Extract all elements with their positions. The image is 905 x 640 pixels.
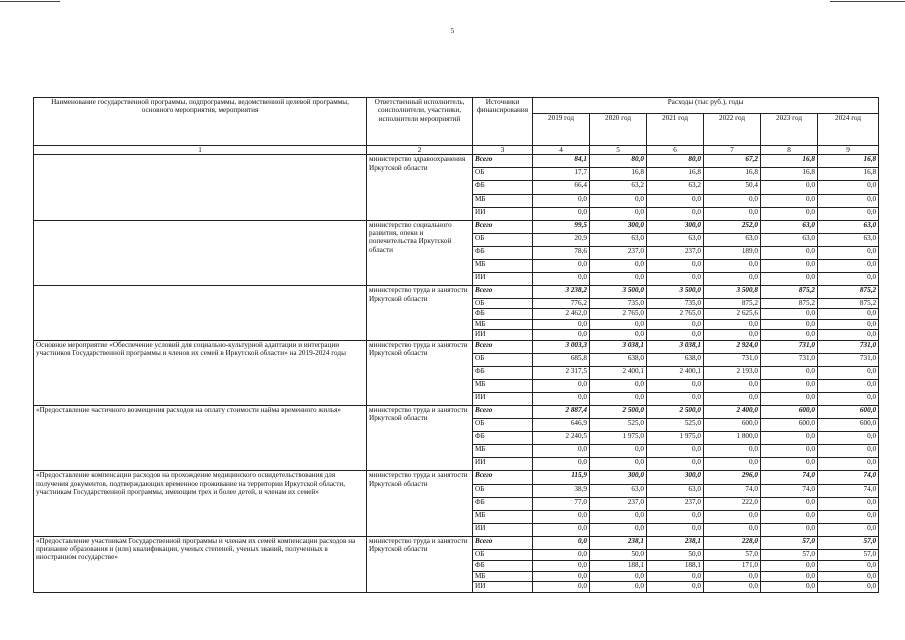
amount-cell: 0,0 <box>590 510 647 523</box>
activity-name-cell: Основное мероприятие «Обеспечение условий для социально-культурной адаптации и интеграции участников Государственной программы и членов их семей в Иркутской области» на 2019-2024 годы <box>34 340 367 405</box>
funding-source-cell: Всего <box>473 536 533 549</box>
amount-cell: 74,0 <box>761 471 818 484</box>
amount-cell: 0,0 <box>704 379 761 392</box>
col-number: 2 <box>367 146 473 155</box>
amount-cell: 600,0 <box>818 405 879 418</box>
amount-cell: 3 500,8 <box>704 286 761 298</box>
col-number: 9 <box>818 146 879 155</box>
amount-cell: 0,0 <box>704 523 761 536</box>
amount-cell: 0,0 <box>761 319 818 330</box>
funding-source-cell: ОБ <box>473 233 533 246</box>
amount-cell: 77,0 <box>533 497 590 510</box>
funding-source-cell: ФБ <box>473 561 533 572</box>
amount-cell: 99,5 <box>533 220 590 233</box>
col-header-expenses: Расходы (тыс руб.), годы <box>533 98 879 114</box>
funding-source-cell: МБ <box>473 260 533 273</box>
amount-cell: 16,8 <box>647 168 704 181</box>
funding-source-cell: ФБ <box>473 497 533 510</box>
amount-cell: 0,0 <box>761 523 818 536</box>
amount-cell: 3 238,2 <box>533 286 590 298</box>
amount-cell: 3 500,0 <box>590 286 647 298</box>
amount-cell: 57,0 <box>818 550 879 561</box>
amount-cell: 731,0 <box>818 340 879 353</box>
executor-cell: министерство труда и занятости Иркутской области <box>367 471 473 536</box>
amount-cell: 300,0 <box>590 471 647 484</box>
funding-source-cell: ИИ <box>473 392 533 405</box>
amount-cell: 67,2 <box>704 155 761 168</box>
amount-cell: 0,0 <box>818 445 879 458</box>
amount-cell: 0,0 <box>647 207 704 220</box>
year-header: 2024 год <box>818 114 879 146</box>
col-header-executor: Ответственный исполнитель, соисполнители, участники, исполнители мероприятий <box>367 98 473 146</box>
amount-cell: 0,0 <box>818 330 879 341</box>
col-header-source: Источники финансирования <box>473 98 533 146</box>
amount-cell: 57,0 <box>818 536 879 549</box>
amount-cell: 237,0 <box>647 497 704 510</box>
amount-cell: 0,0 <box>761 181 818 194</box>
amount-cell: 600,0 <box>761 419 818 432</box>
amount-cell: 2 500,0 <box>647 405 704 418</box>
amount-cell: 735,0 <box>647 298 704 309</box>
activity-name-cell: «Предоставление частичного возмещения расходов на оплату стоимости найма временного жилья» <box>34 405 367 470</box>
amount-cell: 0,0 <box>818 561 879 572</box>
amount-cell: 0,0 <box>533 194 590 207</box>
amount-cell: 600,0 <box>761 405 818 418</box>
amount-cell: 74,0 <box>704 484 761 497</box>
funding-source-cell: ИИ <box>473 523 533 536</box>
amount-cell: 0,0 <box>704 458 761 471</box>
amount-cell: 875,2 <box>761 298 818 309</box>
amount-cell: 0,0 <box>704 260 761 273</box>
amount-cell: 0,0 <box>818 246 879 259</box>
funding-source-cell: Всего <box>473 220 533 233</box>
amount-cell: 2 400,1 <box>590 366 647 379</box>
amount-cell: 63,2 <box>647 181 704 194</box>
amount-cell: 252,0 <box>704 220 761 233</box>
amount-cell: 16,8 <box>818 155 879 168</box>
amount-cell: 0,0 <box>647 523 704 536</box>
amount-cell: 57,0 <box>761 536 818 549</box>
amount-cell: 0,0 <box>761 379 818 392</box>
funding-source-cell: МБ <box>473 445 533 458</box>
year-header: 2022 год <box>704 114 761 146</box>
amount-cell: 188,1 <box>590 561 647 572</box>
amount-cell: 50,0 <box>647 550 704 561</box>
col-number: 8 <box>761 146 818 155</box>
amount-cell: 57,0 <box>761 550 818 561</box>
funding-source-cell: Всего <box>473 155 533 168</box>
executor-cell: министерство труда и занятости Иркутской области <box>367 536 473 592</box>
amount-cell: 300,0 <box>590 220 647 233</box>
amount-cell: 228,0 <box>704 536 761 549</box>
amount-cell: 0,0 <box>818 510 879 523</box>
amount-cell: 600,0 <box>704 419 761 432</box>
amount-cell: 3 500,0 <box>647 286 704 298</box>
amount-cell: 0,0 <box>533 330 590 341</box>
amount-cell: 0,0 <box>647 582 704 593</box>
amount-cell: 600,0 <box>818 419 879 432</box>
amount-cell: 0,0 <box>590 330 647 341</box>
table-row <box>34 286 879 298</box>
amount-cell: 731,0 <box>761 353 818 366</box>
amount-cell: 2 765,0 <box>647 309 704 320</box>
funding-source-cell: МБ <box>473 319 533 330</box>
amount-cell: 63,0 <box>590 233 647 246</box>
amount-cell: 0,0 <box>704 445 761 458</box>
amount-cell: 0,0 <box>704 319 761 330</box>
amount-cell: 0,0 <box>590 260 647 273</box>
amount-cell: 0,0 <box>761 510 818 523</box>
amount-cell: 0,0 <box>704 194 761 207</box>
funding-source-cell: ФБ <box>473 432 533 445</box>
amount-cell: 0,0 <box>818 497 879 510</box>
amount-cell: 0,0 <box>647 319 704 330</box>
amount-cell: 0,0 <box>590 582 647 593</box>
amount-cell: 2 765,0 <box>590 309 647 320</box>
amount-cell: 646,9 <box>533 419 590 432</box>
executor-cell: министерство здравоохранения Иркутской области <box>367 155 473 220</box>
activity-name-cell <box>34 155 367 220</box>
amount-cell: 0,0 <box>533 571 590 582</box>
amount-cell: 0,0 <box>818 379 879 392</box>
amount-cell: 0,0 <box>818 319 879 330</box>
funding-source-cell: ОБ <box>473 550 533 561</box>
table-row <box>34 471 879 484</box>
funding-source-cell: ОБ <box>473 298 533 309</box>
amount-cell: 222,0 <box>704 497 761 510</box>
amount-cell: 731,0 <box>704 353 761 366</box>
year-header: 2021 год <box>647 114 704 146</box>
amount-cell: 16,8 <box>761 168 818 181</box>
amount-cell: 0,0 <box>533 582 590 593</box>
amount-cell: 66,4 <box>533 181 590 194</box>
amount-cell: 0,0 <box>647 458 704 471</box>
funding-source-cell: ОБ <box>473 419 533 432</box>
amount-cell: 74,0 <box>818 471 879 484</box>
amount-cell: 0,0 <box>818 432 879 445</box>
amount-cell: 0,0 <box>590 523 647 536</box>
amount-cell: 0,0 <box>533 458 590 471</box>
amount-cell: 0,0 <box>704 330 761 341</box>
amount-cell: 78,6 <box>533 246 590 259</box>
amount-cell: 0,0 <box>533 260 590 273</box>
amount-cell: 0,0 <box>704 392 761 405</box>
amount-cell: 16,8 <box>761 155 818 168</box>
amount-cell: 735,0 <box>590 298 647 309</box>
amount-cell: 2 400,1 <box>647 366 704 379</box>
amount-cell: 16,8 <box>818 168 879 181</box>
table-row <box>34 155 879 168</box>
amount-cell: 0,0 <box>818 260 879 273</box>
amount-cell: 0,0 <box>818 181 879 194</box>
executor-cell: министерство труда и занятости Иркутской области <box>367 340 473 405</box>
funding-source-cell: МБ <box>473 510 533 523</box>
table-row <box>34 340 879 353</box>
amount-cell: 731,0 <box>761 340 818 353</box>
amount-cell: 1 800,0 <box>704 432 761 445</box>
year-header: 2019 год <box>533 114 590 146</box>
table-row <box>34 405 879 418</box>
amount-cell: 0,0 <box>533 550 590 561</box>
amount-cell: 0,0 <box>704 207 761 220</box>
amount-cell: 0,0 <box>647 330 704 341</box>
amount-cell: 80,0 <box>590 155 647 168</box>
amount-cell: 875,2 <box>818 298 879 309</box>
amount-cell: 63,0 <box>704 233 761 246</box>
amount-cell: 0,0 <box>647 379 704 392</box>
col-number: 5 <box>590 146 647 155</box>
amount-cell: 685,8 <box>533 353 590 366</box>
amount-cell: 63,0 <box>818 220 879 233</box>
funding-source-cell: ОБ <box>473 353 533 366</box>
budget-table <box>33 97 879 593</box>
amount-cell: 2 500,0 <box>590 405 647 418</box>
amount-cell: 63,0 <box>647 484 704 497</box>
activity-name-cell: «Предоставление участникам Государственной программы и членам их семей компенсации расходов на признание образования и (или) квалификации, ученых степеней, ученых званий, полученных в иностранном государстве» <box>34 536 367 592</box>
amount-cell: 50,0 <box>590 550 647 561</box>
amount-cell: 0,0 <box>761 445 818 458</box>
amount-cell: 80,0 <box>647 155 704 168</box>
amount-cell: 0,0 <box>761 392 818 405</box>
amount-cell: 3 038,1 <box>647 340 704 353</box>
col-number: 6 <box>647 146 704 155</box>
amount-cell: 57,0 <box>704 550 761 561</box>
amount-cell: 74,0 <box>761 484 818 497</box>
scan-edge-mark <box>0 1 60 2</box>
funding-source-cell: ФБ <box>473 246 533 259</box>
funding-source-cell: ИИ <box>473 273 533 286</box>
amount-cell: 0,0 <box>761 571 818 582</box>
table-body <box>34 155 879 592</box>
amount-cell: 0,0 <box>818 207 879 220</box>
amount-cell: 0,0 <box>761 497 818 510</box>
funding-source-cell: Всего <box>473 405 533 418</box>
amount-cell: 2 193,0 <box>704 366 761 379</box>
amount-cell: 0,0 <box>761 207 818 220</box>
amount-cell: 0,0 <box>818 458 879 471</box>
amount-cell: 0,0 <box>761 260 818 273</box>
funding-source-cell: Всего <box>473 340 533 353</box>
amount-cell: 0,0 <box>590 273 647 286</box>
amount-cell: 0,0 <box>818 194 879 207</box>
amount-cell: 525,0 <box>647 419 704 432</box>
page-number: 5 <box>450 27 455 35</box>
amount-cell: 296,0 <box>704 471 761 484</box>
amount-cell: 0,0 <box>818 366 879 379</box>
amount-cell: 2 462,0 <box>533 309 590 320</box>
amount-cell: 3 038,1 <box>590 340 647 353</box>
activity-name-cell: «Предоставление компенсации расходов на прохождение медицинского освидетельствования для получения документов, подтверждающих временное проживание на территории Иркутской области, участникам Государственной программы, имеющим трех и более детей, и членам их семей» <box>34 471 367 536</box>
funding-source-cell: Всего <box>473 286 533 298</box>
amount-cell: 0,0 <box>533 207 590 220</box>
amount-cell: 189,0 <box>704 246 761 259</box>
funding-source-cell: МБ <box>473 194 533 207</box>
amount-cell: 188,1 <box>647 561 704 572</box>
amount-cell: 2 887,4 <box>533 405 590 418</box>
funding-source-cell: ИИ <box>473 330 533 341</box>
amount-cell: 0,0 <box>761 432 818 445</box>
funding-source-cell: ИИ <box>473 207 533 220</box>
amount-cell: 875,2 <box>761 286 818 298</box>
col-number: 1 <box>34 146 367 155</box>
col-header-name: Наименование государственной программы, подпрограммы, ведомственной целевой программы, основного мероприятия, мероприятия <box>34 98 367 146</box>
amount-cell: 0,0 <box>761 273 818 286</box>
amount-cell: 0,0 <box>704 571 761 582</box>
amount-cell: 0,0 <box>818 392 879 405</box>
amount-cell: 237,0 <box>647 246 704 259</box>
year-header: 2023 год <box>761 114 818 146</box>
amount-cell: 16,8 <box>704 168 761 181</box>
funding-source-cell: ОБ <box>473 484 533 497</box>
amount-cell: 525,0 <box>590 419 647 432</box>
amount-cell: 50,4 <box>704 181 761 194</box>
amount-cell: 238,1 <box>590 536 647 549</box>
amount-cell: 300,0 <box>647 220 704 233</box>
amount-cell: 20,9 <box>533 233 590 246</box>
amount-cell: 2 625,6 <box>704 309 761 320</box>
amount-cell: 638,0 <box>590 353 647 366</box>
amount-cell: 2 924,0 <box>704 340 761 353</box>
amount-cell: 875,2 <box>818 286 879 298</box>
amount-cell: 0,0 <box>818 273 879 286</box>
amount-cell: 0,0 <box>533 561 590 572</box>
amount-cell: 17,7 <box>533 168 590 181</box>
amount-cell: 0,0 <box>533 379 590 392</box>
funding-source-cell: ФБ <box>473 366 533 379</box>
amount-cell: 2 317,5 <box>533 366 590 379</box>
amount-cell: 74,0 <box>818 484 879 497</box>
amount-cell: 63,0 <box>761 233 818 246</box>
amount-cell: 0,0 <box>704 582 761 593</box>
amount-cell: 63,0 <box>647 233 704 246</box>
amount-cell: 0,0 <box>761 194 818 207</box>
activity-name-cell <box>34 220 367 285</box>
amount-cell: 0,0 <box>704 273 761 286</box>
amount-cell: 0,0 <box>818 571 879 582</box>
amount-cell: 0,0 <box>533 319 590 330</box>
amount-cell: 0,0 <box>761 458 818 471</box>
funding-source-cell: МБ <box>473 379 533 392</box>
amount-cell: 0,0 <box>590 445 647 458</box>
amount-cell: 731,0 <box>818 353 879 366</box>
amount-cell: 0,0 <box>590 379 647 392</box>
col-number: 7 <box>704 146 761 155</box>
amount-cell: 0,0 <box>647 273 704 286</box>
amount-cell: 1 975,0 <box>647 432 704 445</box>
amount-cell: 0,0 <box>647 260 704 273</box>
amount-cell: 0,0 <box>647 194 704 207</box>
funding-source-cell: ОБ <box>473 168 533 181</box>
amount-cell: 0,0 <box>533 523 590 536</box>
activity-name-cell <box>34 286 367 340</box>
amount-cell: 0,0 <box>590 194 647 207</box>
amount-cell: 0,0 <box>590 319 647 330</box>
amount-cell: 115,9 <box>533 471 590 484</box>
amount-cell: 0,0 <box>818 582 879 593</box>
funding-source-cell: ИИ <box>473 458 533 471</box>
amount-cell: 0,0 <box>647 571 704 582</box>
amount-cell: 16,8 <box>590 168 647 181</box>
amount-cell: 63,0 <box>590 484 647 497</box>
amount-cell: 776,2 <box>533 298 590 309</box>
amount-cell: 0,0 <box>647 510 704 523</box>
amount-cell: 0,0 <box>533 510 590 523</box>
col-number: 4 <box>533 146 590 155</box>
amount-cell: 237,0 <box>590 497 647 510</box>
amount-cell: 0,0 <box>818 309 879 320</box>
amount-cell: 0,0 <box>761 330 818 341</box>
scan-edge-mark <box>830 1 905 2</box>
amount-cell: 0,0 <box>761 246 818 259</box>
amount-cell: 0,0 <box>761 582 818 593</box>
amount-cell: 63,2 <box>590 181 647 194</box>
amount-cell: 0,0 <box>647 392 704 405</box>
amount-cell: 0,0 <box>590 571 647 582</box>
amount-cell: 0,0 <box>533 273 590 286</box>
amount-cell: 0,0 <box>533 392 590 405</box>
funding-source-cell: ФБ <box>473 309 533 320</box>
funding-source-cell: ИИ <box>473 582 533 593</box>
funding-source-cell: ФБ <box>473 181 533 194</box>
funding-source-cell: МБ <box>473 571 533 582</box>
amount-cell: 0,0 <box>761 561 818 572</box>
table-row <box>34 220 879 233</box>
amount-cell: 38,9 <box>533 484 590 497</box>
col-number: 3 <box>473 146 533 155</box>
amount-cell: 0,0 <box>590 458 647 471</box>
amount-cell: 0,0 <box>761 366 818 379</box>
amount-cell: 2 400,0 <box>704 405 761 418</box>
funding-source-cell: Всего <box>473 471 533 484</box>
amount-cell: 0,0 <box>761 309 818 320</box>
amount-cell: 0,0 <box>818 523 879 536</box>
executor-cell: министерство труда и занятости Иркутской области <box>367 405 473 470</box>
amount-cell: 1 975,0 <box>590 432 647 445</box>
amount-cell: 63,0 <box>818 233 879 246</box>
table-row <box>34 536 879 549</box>
amount-cell: 2 240,5 <box>533 432 590 445</box>
year-header: 2020 год <box>590 114 647 146</box>
amount-cell: 875,2 <box>704 298 761 309</box>
amount-cell: 0,0 <box>533 536 590 549</box>
amount-cell: 0,0 <box>590 392 647 405</box>
amount-cell: 0,0 <box>647 445 704 458</box>
executor-cell: министерство труда и занятости Иркутской области <box>367 286 473 340</box>
amount-cell: 3 003,3 <box>533 340 590 353</box>
amount-cell: 0,0 <box>704 510 761 523</box>
amount-cell: 0,0 <box>590 207 647 220</box>
amount-cell: 0,0 <box>533 445 590 458</box>
amount-cell: 638,0 <box>647 353 704 366</box>
amount-cell: 237,0 <box>590 246 647 259</box>
amount-cell: 300,0 <box>647 471 704 484</box>
amount-cell: 63,0 <box>761 220 818 233</box>
amount-cell: 238,1 <box>647 536 704 549</box>
amount-cell: 171,0 <box>704 561 761 572</box>
executor-cell: министерство социального развития, опеки и попечительства Иркутской области <box>367 220 473 285</box>
amount-cell: 84,1 <box>533 155 590 168</box>
